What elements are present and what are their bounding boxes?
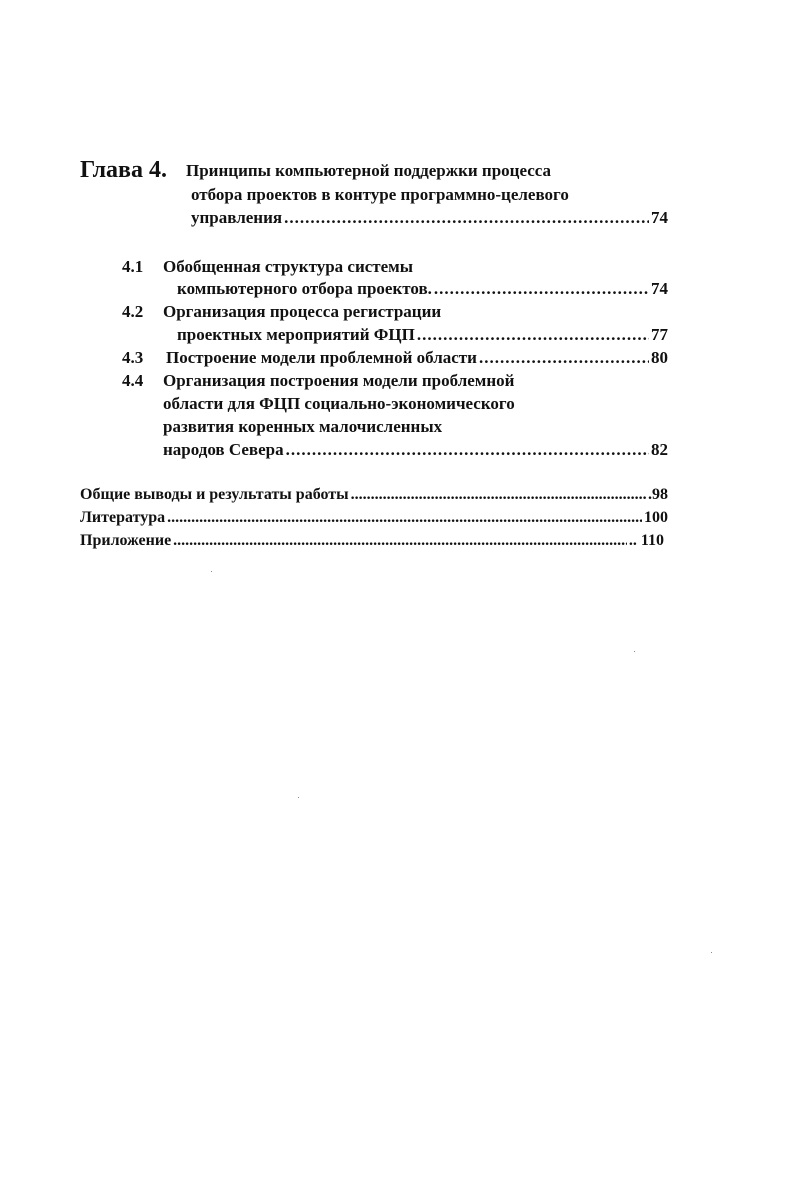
scan-speck: [634, 651, 635, 652]
leader-dots: [417, 324, 649, 346]
section-title-line: Организация построения модели проблемной: [163, 371, 515, 390]
back-matter-title: Литература: [80, 509, 166, 526]
leader-dots: [167, 507, 642, 529]
section-title-line: области для ФЦП социально-экономического: [163, 394, 515, 413]
back-matter-title: Общие выводы и результаты работы: [80, 486, 349, 503]
page-number: 100: [644, 509, 668, 526]
section-title-text: народов Севера: [163, 440, 284, 459]
chapter-label: Глава 4.: [80, 157, 167, 183]
back-matter-title: Приложение: [80, 532, 172, 549]
leader-dots: [479, 347, 649, 369]
leader-dots: [173, 530, 627, 552]
chapter-title-line-3[interactable]: [191, 207, 668, 229]
page-number: 82: [651, 440, 668, 459]
section-title-text: проектных мероприятий ФЦП: [177, 325, 415, 344]
chapter-title-text: управления: [191, 208, 283, 227]
section-number: 4.2: [122, 302, 144, 321]
scan-speck: [711, 952, 712, 953]
back-matter-literature[interactable]: [80, 507, 668, 529]
leader-dots: [284, 207, 649, 229]
back-matter-conclusions[interactable]: [80, 484, 668, 506]
page-number: .98: [648, 486, 668, 503]
page-number: 74: [651, 208, 668, 227]
chapter-title-line-1: Принципы компьютерной поддержки процесса: [186, 161, 552, 180]
section-title-text: Построение модели проблемной области: [166, 348, 477, 367]
section-number: 4.3: [122, 348, 144, 367]
section-4-1-entry[interactable]: [177, 278, 668, 300]
section-number: 4.1: [122, 257, 144, 276]
leader-dots: [434, 278, 649, 300]
section-title-line: развития коренных малочисленных: [163, 417, 443, 436]
section-number: 4.4: [122, 371, 144, 390]
scan-speck: [211, 571, 212, 572]
leader-dots: [351, 484, 646, 506]
section-4-4-entry[interactable]: [163, 439, 668, 461]
section-title-line: Организация процесса регистрации: [163, 302, 442, 321]
scan-speck: [298, 797, 299, 798]
page-number: 80: [651, 348, 668, 367]
chapter-title-line-2: отбора проектов в контуре программно-целевого: [191, 185, 569, 204]
section-title-line: Обобщенная структура системы: [163, 257, 414, 276]
page-number: .. 110: [628, 532, 664, 549]
leader-dots: [286, 439, 649, 461]
page-number: 74: [651, 279, 668, 298]
section-4-3-entry[interactable]: [166, 347, 668, 369]
back-matter-appendix[interactable]: [80, 530, 664, 552]
page-number: 77: [651, 325, 668, 344]
section-4-2-entry[interactable]: [177, 324, 668, 346]
section-title-text: компьютерного отбора проектов.: [177, 279, 432, 298]
